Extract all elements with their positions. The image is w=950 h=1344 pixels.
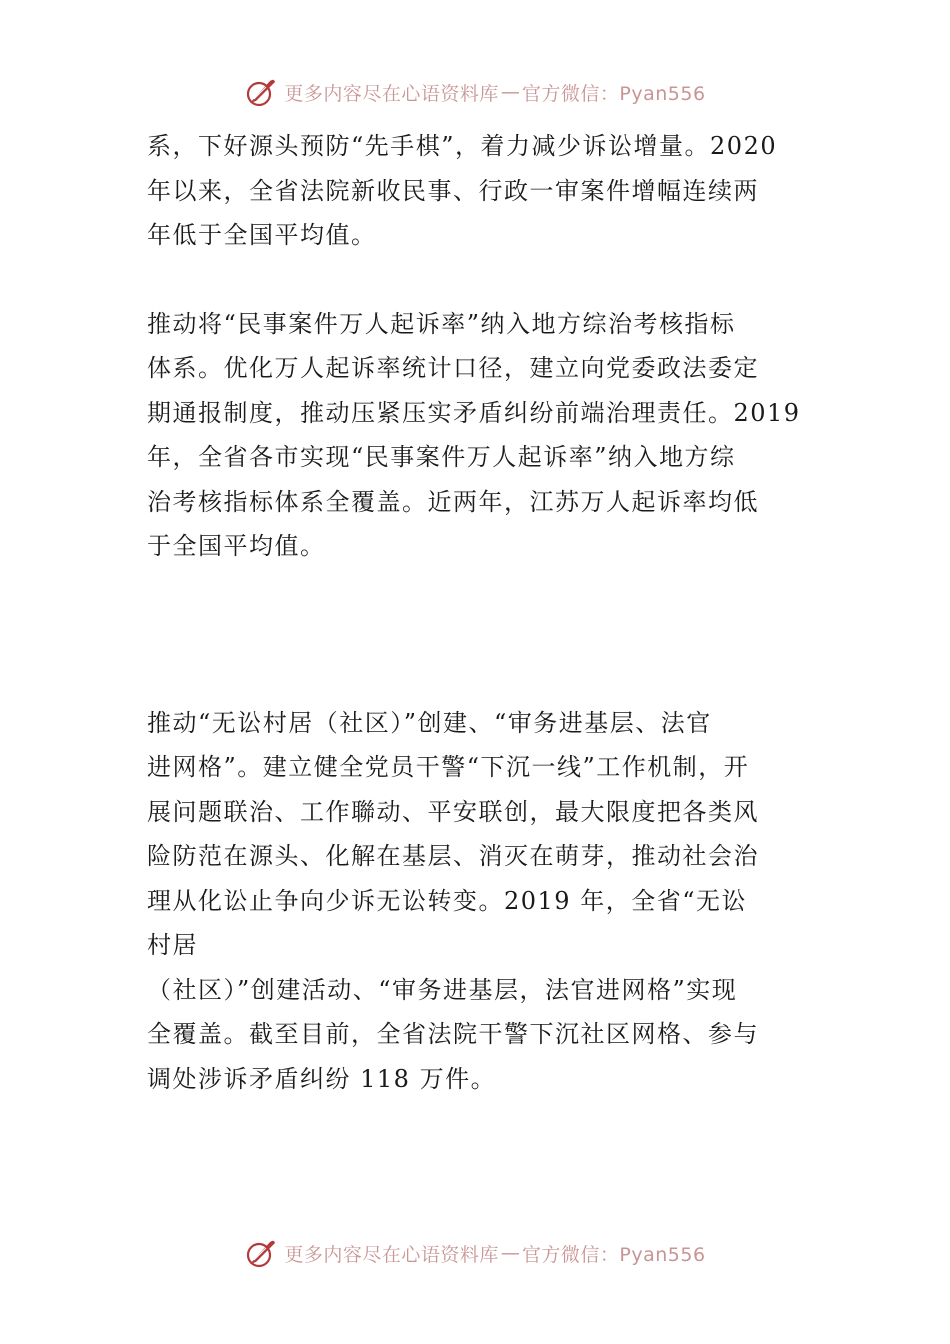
paragraph-3: [147, 701, 807, 1102]
text-line: 全覆盖。截至目前，全省法院干警下沉社区网格、参与: [147, 1020, 759, 1048]
text-line: 推动将“民事案件万人起诉率”纳入地方综治考核指标: [147, 309, 736, 338]
document-body: [147, 124, 807, 1101]
text-line: 于全国平均值。: [147, 532, 326, 560]
footer-contact: 官方微信：Pyan556: [521, 1243, 706, 1266]
text-line: 治考核指标体系全覆盖。近两年，江苏万人起诉率均低: [147, 487, 759, 516]
footer-watermark: [0, 1231, 950, 1275]
quill-logo-icon: [244, 1236, 278, 1270]
text-line: 体系。优化万人起诉率统计口径，建立向党委政法委定: [147, 354, 759, 382]
text-line: 险防范在源头、化解在基层、消灭在萌芽，推动社会治: [147, 842, 759, 870]
text-line: 村居: [147, 931, 198, 959]
text-line: 年低于全国平均值。: [147, 221, 377, 249]
text-line: 推动“无讼村居（社区）”创建、“审务进基层、法官: [147, 708, 712, 737]
text-line: 年，全省各市实现“民事案件万人起诉率”纳入地方综: [147, 443, 736, 471]
footer-brand: 更多内容尽在心语资料库: [284, 1243, 499, 1266]
header-separator: —: [500, 81, 520, 103]
text-line: 调处涉诉矛盾纠纷 118 万件。: [147, 1064, 497, 1093]
header-watermark: [0, 70, 950, 114]
header-brand: 更多内容尽在心语资料库: [284, 82, 499, 105]
paragraph-2: [147, 302, 807, 569]
text-line: 理从化讼止争向少诉无讼转变。2019 年，全省“无讼: [147, 886, 747, 915]
text-line: 期通报制度，推动压紧压实矛盾纠纷前端治理责任。2019: [147, 398, 801, 427]
text-line: 系，下好源头预防“先手棋”，着力减少诉讼增量。2020: [147, 132, 778, 160]
text-line: 展问题联治、工作聯动、平安联创，最大限度把各类风: [147, 797, 759, 826]
header-contact: 官方微信：Pyan556: [521, 82, 706, 105]
text-line: 进网格”。建立健全党员干警“下沉一线”工作机制，开: [147, 753, 750, 781]
paragraph-1: [147, 124, 807, 258]
quill-logo-icon: [244, 75, 278, 109]
text-line: （社区）”创建活动、“审务进基层，法官进网格”实现: [147, 975, 738, 1004]
footer-separator: —: [500, 1242, 520, 1264]
text-line: 年以来，全省法院新收民事、行政一审案件增幅连续两: [147, 176, 759, 205]
